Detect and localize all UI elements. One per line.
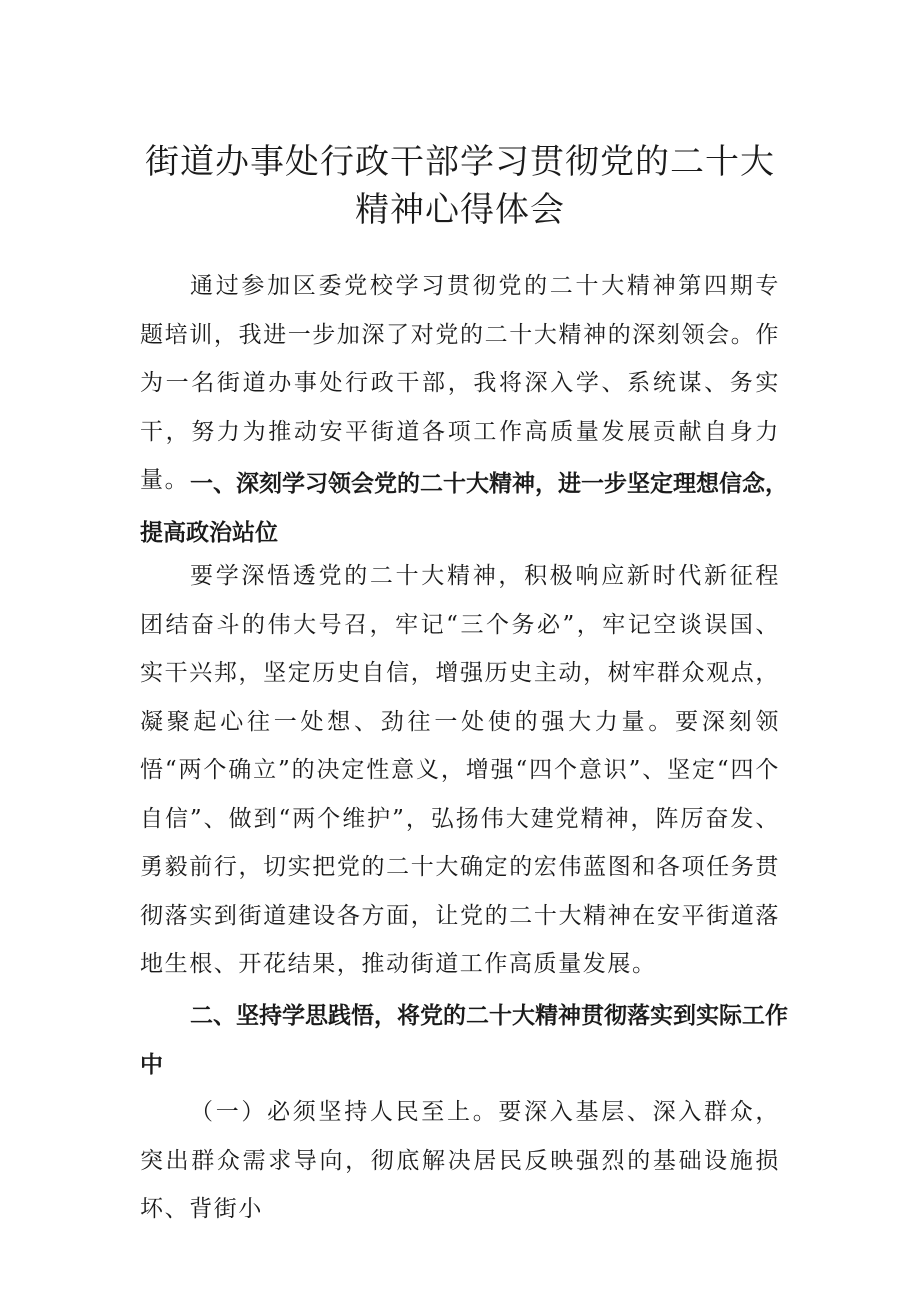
title-line-2: 精神心得体会 [355,190,565,230]
paragraph-section-2-item-1: （一）必须坚持人民至上。要深入基层、深入群众，突出群众需求导向，彻底解决居民反映强烈的基础设施损坏、背街小 [140,1099,780,1222]
paragraph-section-1: 要学深悟透党的二十大精神，积极响应新时代新征程团结奋斗的伟大号召，牢记“三个务必”，牢记空谈误国、实干兴邦，坚定历史自信，增强历史主动，树牢群众观点，凝聚起心往一处想、劲往一处使的强大力量。要深刻领悟“两个确立”的决定性意义，增强“四个意识”、坚定“四个自信”、做到“两个维护”，弘扬伟大建党精神，阵厉奋发、勇毅前行，切实把党的二十大确定的宏伟蓝图和各项任务贯彻落实到街道建设各方面，让党的二十大精神在安平街道落地生根、开花结果，推动街道工作高质量发展。 [140,563,780,977]
section-heading-1: 一、深刻学习领会党的二十大精神，进一步坚定理想信念，提高政治站位 [140,471,788,546]
section-heading-2: 二、坚持学思践悟，将党的二十大精神贯彻落实到实际工作中 [140,1003,788,1078]
title-line-1: 街道办事处行政干部学习贯彻党的二十大 [145,142,775,182]
paragraph-intro: 通过参加区委党校学习贯彻党的二十大精神第四期专题培训，我进一步加深了对党的二十大精神的深刻领会。作为一名街道办事处行政干部，我将深入学、系统谋、务实干，努力为推动安平街道各项工作高质量发展贡献自身力量。 [140,273,780,493]
